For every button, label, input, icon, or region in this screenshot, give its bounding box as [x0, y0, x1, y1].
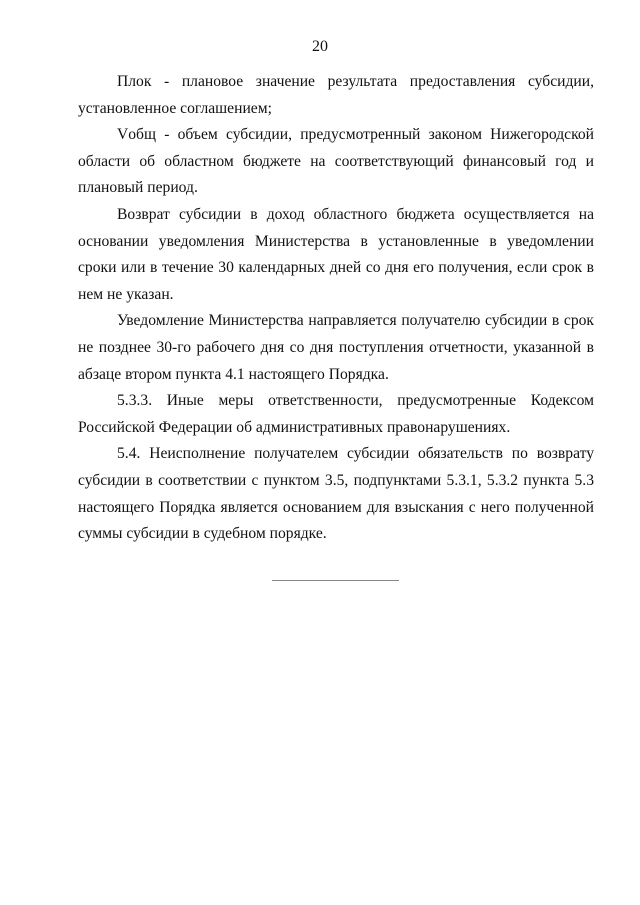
page-number: 20 [312, 38, 328, 55]
end-separator-line [272, 580, 399, 581]
paragraph-5-4: 5.4. Неисполнение получателем субсидии обязательств по возврату субсидии в соответствии с пунктом 3.5, подпунктами 5.3.1, 5.3.2 пункта 5.3 настоящего Порядка является основанием для взыскания с него полученной суммы субсидии в судебном порядке. [78, 445, 594, 543]
paragraph-subsidy-return: Возврат субсидии в доход областного бюджета осуществляется на основании уведомления Министерства в установленные в уведомлении сроки или в течение 30 календарных дней со дня его получения, если срок в нем не указан. [78, 205, 594, 303]
paragraph-vobsch-definition: Vобщ - объем субсидии, предусмотренный законом Нижегородской области об областном бюджете на соответствующий финансовый год и плановый период. [78, 126, 594, 197]
document-body [78, 69, 594, 548]
paragraph-ministry-notice: Уведомление Министерства направляется получателю субсидии в срок не позднее 30-го рабочего дня со дня поступления отчетности, указанной в абзаце втором пункта 4.1 настоящего Порядка. [78, 312, 594, 383]
paragraph-5-3-3: 5.3.3. Иные меры ответственности, предусмотренные Кодексом Российской Федерации об административных правонарушениях. [78, 392, 594, 436]
paragraph-plok-definition: Плок - плановое значение результата предоставления субсидии, установленное соглашением; [78, 73, 594, 117]
